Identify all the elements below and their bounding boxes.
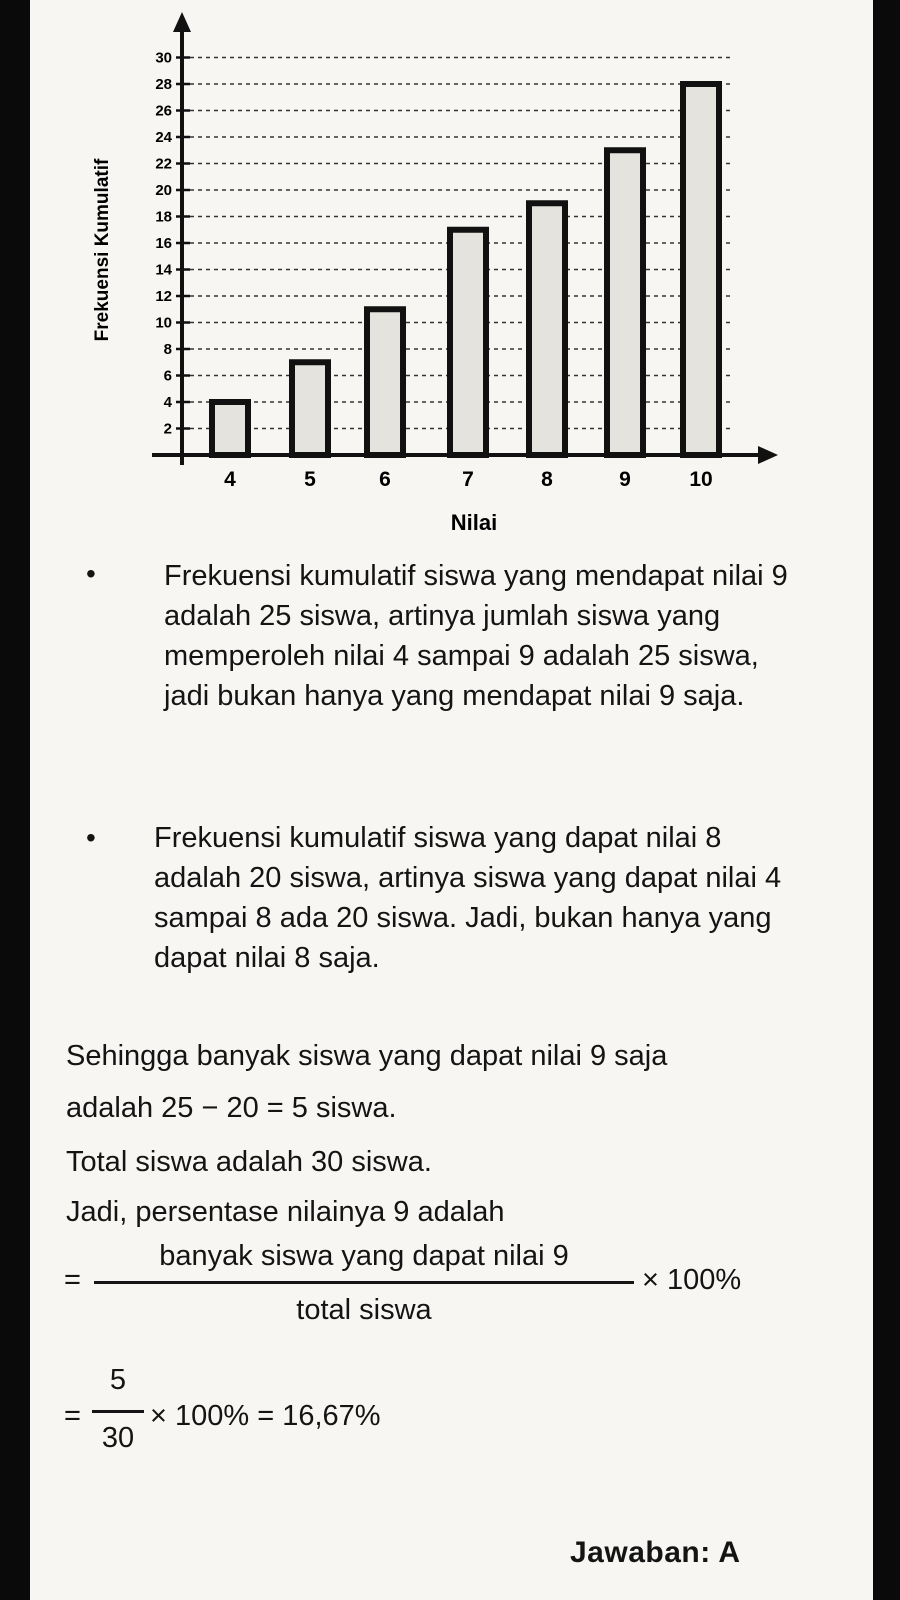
y-tick-label: 8 <box>163 341 172 358</box>
conclusion-line-2: adalah 25 − 20 = 5 siswa. <box>66 1092 397 1124</box>
bar-7 <box>450 230 486 455</box>
chart-x-axis-label: Nilai <box>450 510 498 535</box>
bullet-marker-1: • <box>86 558 96 589</box>
formula-equals-1: = <box>64 1264 81 1296</box>
bar-8 <box>529 203 565 455</box>
x-axis-arrow <box>758 446 778 464</box>
y-tick-label: 10 <box>155 314 172 332</box>
formula-fraction-bar <box>94 1281 634 1284</box>
formula2-result: × 100% = 16,67% <box>150 1400 381 1432</box>
x-tick-label: 7 <box>462 468 474 491</box>
y-tick-label: 2 <box>163 420 172 438</box>
y-tick-label: 30 <box>155 49 172 67</box>
bar-5 <box>292 362 328 455</box>
y-tick-label: 24 <box>155 129 172 146</box>
y-tick-label: 26 <box>155 102 172 120</box>
y-tick-label: 12 <box>155 288 172 305</box>
bullet-text-1: Frekuensi kumulatif siswa yang mendapat nilai 9 adalah 25 siswa, artinya jumlah siswa yang memperoleh nilai 4 sampai 9 adalah 25 siswa, jadi bukan hanya yang mendapat nilai 9 saja. <box>164 560 788 712</box>
formula-denominator: total siswa <box>296 1294 432 1326</box>
x-tick-label: 10 <box>689 468 713 491</box>
y-tick-label: 18 <box>155 208 172 226</box>
formula-times-100: × 100% <box>642 1264 742 1296</box>
y-tick-label: 20 <box>155 182 172 199</box>
y-tick-label: 28 <box>155 76 172 93</box>
formula2-fraction-bar <box>92 1410 144 1413</box>
formula-numerator: banyak siswa yang dapat nilai 9 <box>159 1240 569 1272</box>
bullet-text-2: Frekuensi kumulatif siswa yang dapat nilai 8 adalah 20 siswa, artinya siswa yang dapat nilai 4 sampai 8 ada 20 siswa. Jadi, bukan hanya yang dapat nilai 8 saja. <box>154 822 782 974</box>
bar-4 <box>212 402 248 455</box>
percentage-intro-line: Jadi, persentase nilainya 9 adalah <box>66 1196 505 1228</box>
formula2-denominator: 30 <box>101 1422 135 1454</box>
y-axis-arrow <box>173 12 191 32</box>
bar-6 <box>367 309 403 455</box>
y-tick-label: 6 <box>163 367 172 385</box>
bullet-marker-2: • <box>86 822 96 853</box>
x-tick-label: 6 <box>379 468 391 491</box>
y-tick-label: 4 <box>163 394 172 411</box>
y-tick-label: 22 <box>155 155 172 173</box>
bar-10 <box>683 84 719 455</box>
total-line: Total siswa adalah 30 siswa. <box>66 1146 432 1178</box>
x-tick-label: 4 <box>224 468 236 491</box>
y-tick-label: 16 <box>155 235 172 252</box>
answer-label: Jawaban: A <box>570 1536 741 1569</box>
chart-y-axis-label: Frekuensi Kumulatif <box>92 158 113 342</box>
conclusion-line-1: Sehingga banyak siswa yang dapat nilai 9 saja <box>66 1040 668 1072</box>
formula2-numerator: 5 <box>109 1364 127 1396</box>
page <box>30 0 873 1600</box>
bar-9 <box>607 150 643 455</box>
chart-y-ticks <box>155 50 190 438</box>
chart-x-ticks <box>224 468 713 491</box>
y-tick-label: 14 <box>155 261 172 279</box>
x-tick-label: 5 <box>304 468 316 491</box>
x-tick-label: 8 <box>541 468 553 491</box>
x-tick-label: 9 <box>619 468 631 491</box>
formula-equals-2: = <box>64 1400 81 1432</box>
cumulative-frequency-bar-chart <box>30 0 873 545</box>
